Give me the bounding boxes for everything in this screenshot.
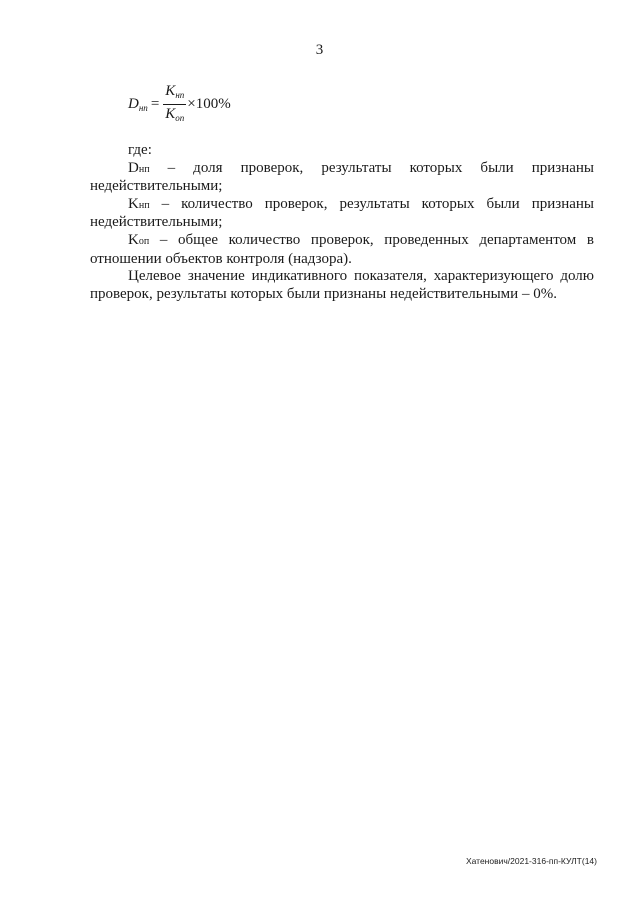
formula-denominator: [163, 105, 186, 126]
definition-text: – количество проверок, результаты которых были признаны недействительными;: [90, 195, 594, 231]
formula-numerator-subscript: нп: [175, 89, 185, 100]
definition-text: – доля проверок, результаты которых были признаны недействительными;: [90, 159, 594, 195]
page-number: 3: [315, 42, 324, 58]
formula-multiplier: ×100%: [187, 95, 231, 112]
formula-lhs-subscript: нп: [138, 102, 148, 113]
formula-denominator-subscript: оп: [175, 112, 185, 123]
formula-numerator: [163, 83, 186, 105]
definition-d-np: [90, 160, 594, 196]
definition-symbol: D: [128, 159, 139, 176]
formula: [128, 84, 231, 124]
where-label: [90, 142, 594, 160]
formula-lhs: [128, 96, 148, 113]
definition-subscript: оп: [138, 235, 150, 247]
definition-text: – общее количество проверок, проведенных департаментом в отношении объектов контроля (надзора).: [90, 231, 594, 267]
formula-fraction: [163, 83, 186, 126]
where-label-text: где:: [128, 142, 152, 158]
formula-numerator-symbol: K: [165, 82, 176, 99]
body-text: [90, 142, 594, 303]
target-value-text: Целевое значение индикативного показателя, характеризующего долю проверок, результаты которых были признаны недействительными – 0%.: [90, 268, 594, 302]
definition-subscript: нп: [138, 163, 150, 175]
document-code: Хатенович/2021-316-пп-КУЛТ(14): [465, 856, 597, 866]
definition-symbol: K: [128, 195, 139, 212]
formula-lhs-symbol: D: [128, 95, 139, 112]
formula-equals: =: [150, 95, 160, 112]
definition-subscript: нп: [138, 199, 150, 211]
definition-symbol: K: [128, 231, 139, 248]
target-value-paragraph: [90, 268, 594, 303]
formula-denominator-symbol: K: [165, 105, 176, 122]
definition-k-np: [90, 196, 594, 232]
definition-k-op: [90, 232, 594, 268]
